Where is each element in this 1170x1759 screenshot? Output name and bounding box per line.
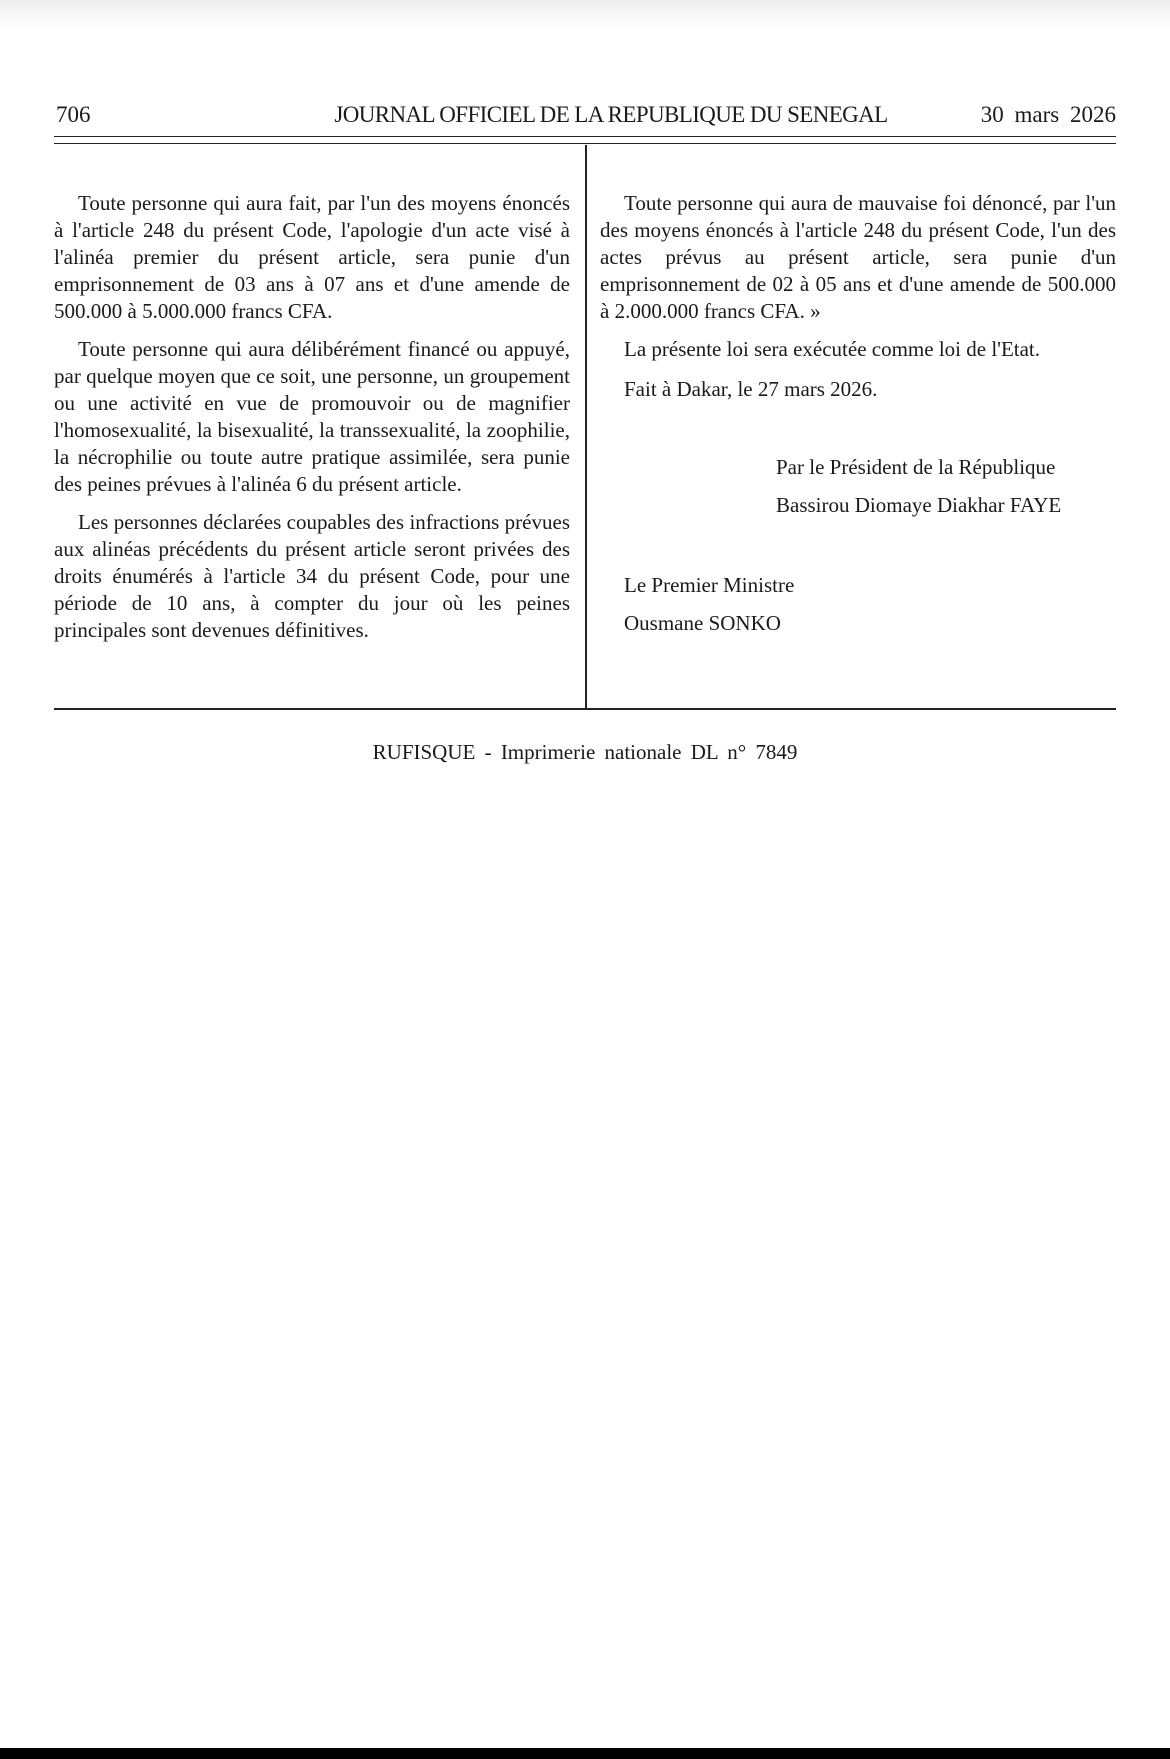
president-title: Par le Président de la République	[776, 455, 1056, 479]
paragraph-financing: Toute personne qui aura délibérément financé ou appuyé, par quelque moyen que ce soit, une personne, un groupement ou une activité en vue de promouvoir ou de magnifier l'homosexualité, la bisexualité, la transsexualité, la zoophilie, la nécrophilie ou toute autre pratique assimilée, sera punie des peines prévues à l'alinéa 6 du présent article.	[54, 337, 570, 496]
left-column	[54, 190, 570, 655]
pm-title: Le Premier Ministre	[624, 573, 795, 597]
paragraph-apology: Toute personne qui aura fait, par l'un des moyens énoncés à l'article 248 du présent Code, l'apologie d'un acte visé à l'alinéa premier du présent article, sera punie d'un emprisonnement de 03 ans à 07 ans et d'une amende de 500.000 à 5.000.000 francs CFA.	[54, 191, 570, 323]
right-column	[600, 190, 1116, 403]
paragraph-denunciation: Toute personne qui aura de mauvaise foi dénoncé, par l'un des moyens énoncés à l'article 248 du présent Code, l'un des actes prévus au présent article, sera punie d'un emprisonnement de 02 à 05 ans et d'une amende de 500.000 à 2.000.000 francs CFA. »	[600, 191, 1116, 323]
header-rule-top	[54, 136, 1116, 137]
place-date: Fait à Dakar, le 27 mars 2026.	[624, 377, 878, 401]
issue-date: 30 mars 2026	[980, 102, 1116, 127]
execution-clause: La présente loi sera exécutée comme loi de l'Etat.	[624, 337, 1041, 361]
body-rule-bottom	[54, 708, 1116, 710]
prime-minister-signature	[624, 572, 794, 648]
paragraph-penalties: Les personnes déclarées coupables des infractions prévues aux alinéas précédents du présent article seront privées des droits énumérés à l'article 34 du présent Code, pour une période de 10 ans, à compter du jour où les peines principales sont devenues définitives.	[54, 510, 570, 642]
column-divider	[585, 145, 587, 710]
top-shade	[0, 0, 1170, 30]
page-number: 706	[56, 102, 91, 127]
president-name: Bassirou Diomaye Diakhar FAYE	[776, 493, 1062, 517]
pm-name: Ousmane SONKO	[624, 611, 781, 635]
president-signature	[776, 454, 1061, 530]
bottom-bar	[0, 1748, 1170, 1759]
header-rule-bottom	[54, 143, 1116, 144]
journal-title: JOURNAL OFFICIEL DE LA REPUBLIQUE DU SENEGAL	[334, 102, 888, 127]
printer-imprint: RUFISQUE - Imprimerie nationale DL n° 7849	[372, 740, 798, 764]
page-header	[56, 98, 1116, 132]
